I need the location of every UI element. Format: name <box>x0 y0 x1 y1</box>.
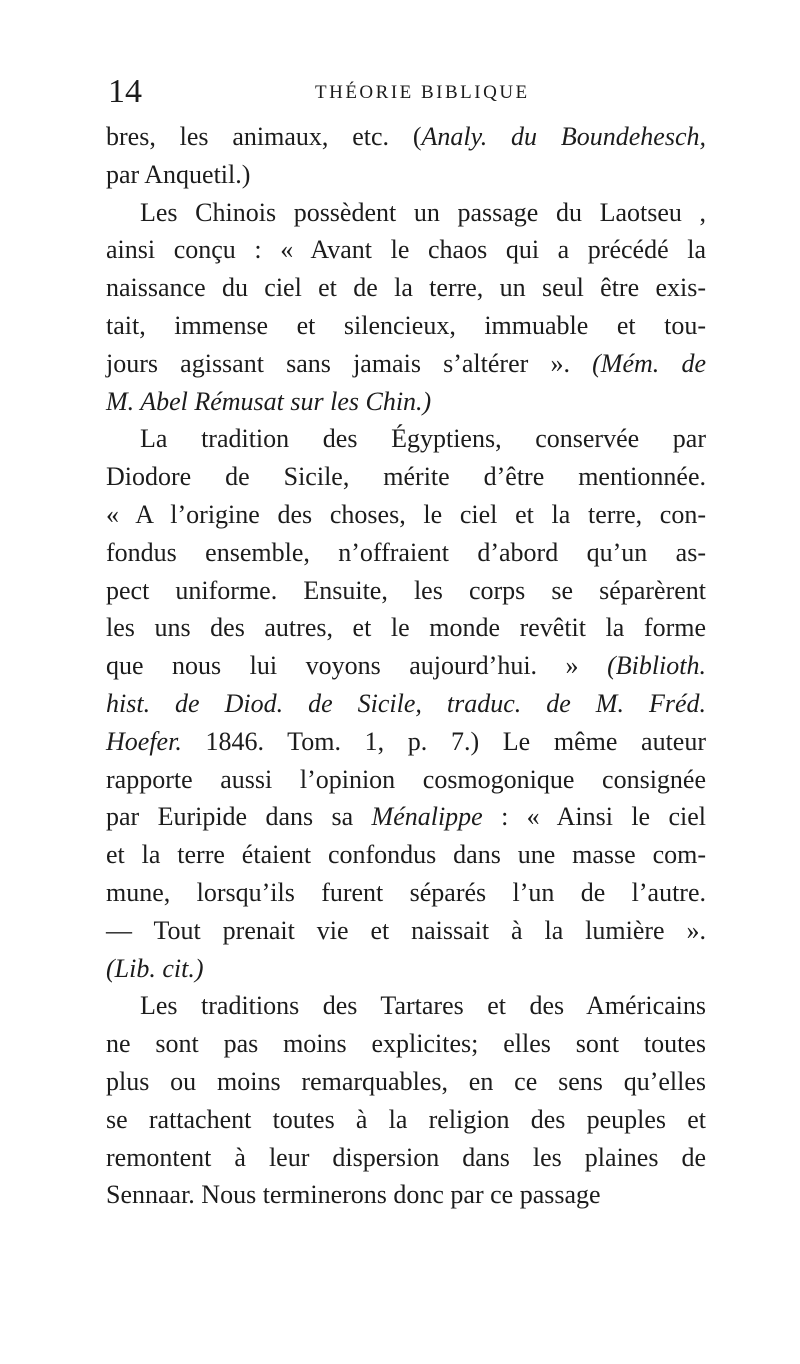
text-line <box>106 194 706 232</box>
line-text: et la terre étaient confondus dans une masse com- <box>106 840 706 870</box>
text-line <box>106 534 706 572</box>
text-line <box>106 269 706 307</box>
text-line <box>106 231 706 269</box>
line-text: les uns des autres, et le monde revêtit la forme <box>106 613 706 643</box>
line-text: jours agissant sans jamais s’altérer ». <box>106 348 593 378</box>
line-text: Diodore de Sicile, mérite d’être mentionnée. <box>106 462 706 492</box>
text-line <box>106 1025 706 1063</box>
line-text: « A l’origine des choses, le ciel et la terre, con- <box>106 499 706 529</box>
text-line <box>106 118 706 156</box>
body-text <box>106 118 706 1214</box>
text-line <box>106 156 706 194</box>
italic-reference: hist. de Diod. de Sicile, traduc. de M. Fréd. <box>106 688 706 718</box>
italic-reference: (Mém. de <box>592 348 706 378</box>
line-text: : « Ainsi le ciel <box>482 802 706 832</box>
italic-reference: (Biblioth. <box>607 651 706 681</box>
text-line <box>106 798 706 836</box>
text-line <box>106 723 706 761</box>
line-text: La tradition des Égyptiens, conservée par <box>140 424 706 454</box>
line-text: ainsi conçu : « Avant le chaos qui a précédé la <box>106 235 706 265</box>
text-line <box>106 912 706 950</box>
line-text: Les Chinois possèdent un passage du Laotseu , <box>140 197 706 227</box>
line-text: tait, immense et silencieux, immuable et tou- <box>106 310 706 340</box>
text-line <box>106 685 706 723</box>
text-line <box>106 950 706 988</box>
text-line <box>106 836 706 874</box>
line-text: 1846. Tom. 1, p. 7.) Le même auteur <box>181 726 706 756</box>
italic-reference: M. Abel Rémusat sur les Chin.) <box>106 386 432 416</box>
text-line <box>106 874 706 912</box>
line-text: fondus ensemble, n’offraient d’abord qu’un as- <box>106 537 706 567</box>
text-line <box>106 647 706 685</box>
line-text: Les traditions des Tartares et des Américains <box>140 991 706 1021</box>
text-line <box>106 987 706 1025</box>
line-text: par Euripide dans sa <box>106 802 372 832</box>
line-text: mune, lorsqu’ils furent séparés l’un de l’autre. <box>106 877 706 907</box>
line-text: pect uniforme. Ensuite, les corps se séparèrent <box>106 575 706 605</box>
line-text: rapporte aussi l’opinion cosmogonique consignée <box>106 764 706 794</box>
line-text: ne sont pas moins explicites; elles sont toutes <box>106 1029 706 1059</box>
text-line <box>106 609 706 647</box>
italic-reference: Ménalippe <box>371 802 483 832</box>
line-text: naissance du ciel et de la terre, un seul être exis- <box>106 273 706 303</box>
line-text: se rattachent toutes à la religion des peuples et <box>106 1104 706 1134</box>
text-line <box>106 383 706 421</box>
line-text: — Tout prenait vie et naissait à la lumière ». <box>106 915 706 945</box>
italic-reference: (Lib. cit.) <box>106 953 204 983</box>
running-title: THÉORIE BIBLIQUE <box>315 82 530 103</box>
line-text: que nous lui voyons aujourd’hui. » <box>106 651 608 681</box>
italic-reference: Hoefer. <box>106 726 182 756</box>
text-line <box>106 420 706 458</box>
line-text: Sennaar. Nous terminerons donc par ce passage <box>106 1180 601 1210</box>
line-text: par Anquetil.) <box>106 159 251 189</box>
text-line <box>106 572 706 610</box>
text-line <box>106 496 706 534</box>
text-line <box>106 345 706 383</box>
page-header <box>108 72 688 112</box>
italic-reference: Analy. du Boundehesch, <box>421 122 706 151</box>
text-line <box>106 1176 706 1214</box>
text-line <box>106 1139 706 1177</box>
page-number: 14 <box>108 73 142 110</box>
line-text: plus ou moins remarquables, en ce sens qu’elles <box>106 1066 706 1096</box>
line-text: bres, les animaux, etc. ( <box>106 122 422 151</box>
text-line <box>106 761 706 799</box>
line-text: remontent à leur dispersion dans les plaines de <box>106 1142 706 1172</box>
text-line <box>106 1063 706 1101</box>
text-line <box>106 1101 706 1139</box>
text-line <box>106 307 706 345</box>
text-line <box>106 458 706 496</box>
